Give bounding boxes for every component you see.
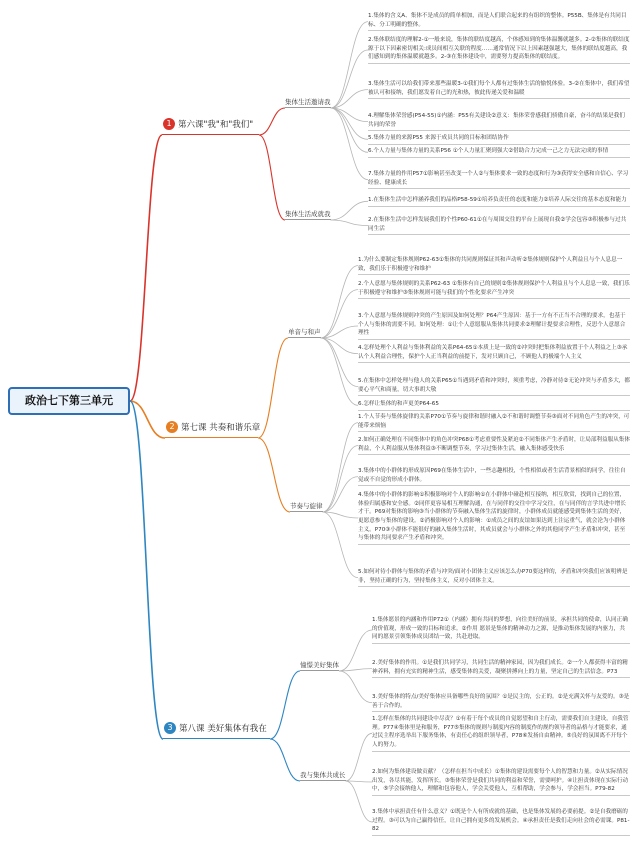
leaf-1-1-7: 7.集体力量的作用P57①影响甚至改变一个人②与集体要求一致的态度和行为③获得安全感和自信心、学习经验、健康成长 [368, 170, 630, 189]
connector [270, 739, 300, 781]
connector [346, 781, 373, 822]
connector [346, 733, 373, 781]
chapter-3-node[interactable] [163, 720, 270, 739]
leaf-2-1-2: 2.个人意愿与集体规则的关系P62-63 ①集体有自己的规则②集体规则保护个人利益且与个人息息一致，我们乐于积极遵守和维护③集体规则可能与我们的个性化要求产生冲突 [358, 280, 630, 299]
connector [331, 220, 369, 226]
connector [130, 135, 162, 401]
root-node[interactable]: 政治七下第三单元 [8, 387, 130, 415]
connector [323, 477, 359, 512]
connector [331, 108, 369, 180]
connector [270, 671, 300, 739]
connector [323, 512, 359, 518]
chapter-1-node[interactable] [162, 116, 259, 135]
leaf-2-1-3: 3.个人意愿与集体规则冲突的产生原因及如何处理？P64产生原因：基于一方有不正当不合理的要求，也基于个人与集体的需要不同。如何处理：①让个人意愿服从集体共同要求②理解计提要求合理性，反思个人意愿合理性 [358, 312, 630, 340]
leaf-1-2-2: 2.在集体生活中怎样发展我们的个性P60-61①在与周围交往的平台上展现自我②学会包容③积极参与过共同生活 [368, 216, 630, 235]
connector [321, 290, 359, 338]
connector [331, 201, 369, 220]
connector [130, 401, 165, 438]
leaf-2-2-3: 3.集体中的小群体的形成原因P69在集体生活中，一些志趣相投，个性相似或者生活背景相似的同学，往往自觉或不自觉的形成小群体。 [358, 467, 630, 486]
leaf-2-1-4: 4.怎样处理个人利益与集体利益的关系P64-65①本质上是一致的②冲突时把集体利益放置于个人利益之上③承认个人利益合理性，保护个人正当利益的前提下，发对只顾自己，不顾他人的极端个人主义 [358, 344, 630, 363]
leaf-1-2-1: 1.在集体生活中怎样涵养我们的品格P58-59①培养负责任的态度和能力②培养人际交往的基本态度和能力 [368, 196, 630, 207]
leaf-2-1-6: 6.怎样让集体的和声更美P64-65 [358, 400, 630, 411]
connector [323, 446, 359, 512]
leaf-3-1-3: 3.美好集体的特点/美好集体应具备哪些良好的氛围？①是民主的，公正的。②是充满关怀与友爱的。③是善于合作的。 [372, 693, 630, 712]
leaf-2-1-1: 1.为什么要制定集体规则P62-63①集体的共同规则保证其和声动听②集体规则保护个人利益且与个人息息一致，我们乐于积极遵守和维护 [358, 256, 630, 275]
chapter-3-title: 第八课 美好集体有我在 [179, 724, 267, 734]
connector [331, 22, 369, 108]
chapter-2-title: 第七课 共奏和谐乐章 [181, 423, 261, 433]
leaf-1-1-6: 6.个人力量与集体力量的关系P56 ①个人力量汇聚到强大②借助合力完成一己之力无法完成的事情 [368, 147, 630, 158]
leaf-2-2-5: 5.如何对待小群体与集体的矛盾与冲突/面对小团体主义应该怎么办P70要这样的，矛盾和冲突我们应该明辨是非，坚持正确的行为，坚持集体主义，反对小团体主义。 [358, 568, 630, 587]
leaf-1-1-2: 2.集体联结度的理解2-①一般来说，集体的联结度越高，个体感知到的集体温馨就越多。2-②集体的联结度源于以下因素密切相关:成员间相互关联的程度……通常情况下以上因素越强越大，集体的联结度越高，我们感知到的集体温暖就越多。2-③在集体建设中，需要努力提高集体的联结度。 [368, 36, 630, 64]
topic-3-1[interactable]: 憧憬美好集体 [300, 661, 339, 669]
chapter-2-node[interactable] [165, 419, 261, 438]
leaf-1-1-5: 5.集体力量的来源P55 来源于成员共同的目标和团结协作 [368, 134, 630, 145]
leaf-2-2-2: 2.如何正确处理在不同集体中的角色冲突P68①考虑重要性及紧迫②不同集体产生矛盾时，让局部利益服从集体利益，个人利益服从集体利益③不断调整节奏，学习过集体生活，融入集体感受快乐 [358, 436, 630, 455]
topic-1-1[interactable]: 集体生活邀请我 [285, 98, 331, 106]
leaf-3-2-3: 3.集体中承担责任有什么意义？①既是个人有所成就的基础，也是集体发展的必要前提。②是自我磨砺的过程。③可以为自己赢得信任，让自己拥有更多的发展机会。④承担责任是我们走向社会的必需课。P81-82 [372, 808, 630, 836]
leaf-1-1-3: 3.集体生活可以给我们带来那些温暖3-①我们每个人都有过集体生活的愉悦体验。3-②在集体中，我们希望被认可和接纳，我们愿发着自己的光和热，彼此传递关爱和温暖 [368, 80, 630, 99]
chapter-1-badge: 1 [163, 118, 175, 130]
chapter-3-badge: 3 [164, 722, 176, 734]
leaf-3-1-2: 2.美好集体的作用。①是我们共同学习，共同生活的精神家园，因为我们成长。②一个人都获得丰富的精神养料，拥有充实的精神生活，感受集体的关爱，凝聚拼搏向上的力量，坚定自己的生活信念。P73 [372, 659, 630, 678]
connector [323, 423, 359, 512]
connector [346, 781, 373, 782]
chapter-1-title: 第六课"我"和"我们" [178, 120, 254, 130]
connector [259, 135, 285, 220]
connector [339, 671, 372, 703]
topic-2-1[interactable]: 单音与和声 [288, 328, 321, 336]
leaf-2-2-4: 4.集体中的小群体的影响①积极影响对个人的影响①在小群体中碰赴相互接纳，相互欣赏，找到自己的位置，体验归属感和安全感。②同伴更容易相互理解沟通，在与同伴的交往中学习交往，在与同伴的言学共进中增长才干。P69对集体的影响③当小群体的节奏融入集体生活的旋律时，小群体成员就能感受到集体生活的美好，更愿意参与集体的建设。②消极影响对个人的影响：①成员之间的友谊如果达到上注运重气，就会沦为小群体主义。P70③小群体不能很好的融入集体生活时，其成员就会与小群体之外的其他同学产生矛盾和冲突，甚至与集体的共同要求产生矛盾和冲突。 [358, 491, 630, 545]
connector [321, 338, 359, 387]
connector [323, 512, 359, 578]
topic-3-2[interactable]: 我与集体共成长 [300, 771, 346, 779]
leaf-1-1-1: 1.集体的含义A、集体不是成员的简单相加，而是人们联合起来的有组织的整体。P55B、集体是有共同目标、分工明确的整体。 [368, 12, 630, 31]
connector [258, 438, 290, 512]
connector [331, 108, 369, 139]
leaf-3-2-2: 2.如何为集体建设做贡献？（怎样在担当中成长）①集体的建设需要每个人的智慧和力量。②从实际情况出发，各尽其能，发挥所长。③集体荣誉是我们共同的利益和荣誉，需要呵护。④让担责体现在实际行动中，⑤学会接纳他人，理解和包容他人，学会关爱他人，互相帮助，学会参与，学会担当。P79-82 [372, 768, 630, 796]
connector [259, 108, 285, 135]
chapter-2-badge: 2 [166, 421, 178, 433]
leaf-3-1-1: 1.集体愿景的内涵和作用P72①（内涵）拥有共同的梦想，向往美好的前景，承担共同的使命，认同正确的价值观，形成一致的目标和追求。②作用 愿景是集体的精神动力之源，是推动集体发展的内驱力，共同的愿景引领集体成员团结一致，共赴进取。 [372, 616, 630, 644]
leaf-3-2-1: 1.怎样在集体的共同建设中尽责？①有着于每个成员的自觉愿望和自主行动，需要我们自主建设，自我管理。P77④集体里是和服务，P77⑤集体的规则与制度内容的制度作的规约领导者的品格与才能要求，通过民主程序选举出下服务集体，有责任心的组织领导者，P78⑥发扬自由精神。⑤良好的氛围离不开每个人的努力。 [372, 715, 630, 752]
connector [321, 338, 359, 405]
connector [258, 338, 288, 438]
leaf-2-1-5: 5.在集体中怎样处理与他人的关系P65①当遇到矛盾和冲突时，须重考虑，冷静对待②无论冲突与矛盾多大，都要心平气和商量，切大事胡大敬 [358, 377, 630, 396]
leaf-1-1-4: 4.理解集体荣誉感(P54-55)①内涵：P55有关建设②意义：集体荣誉感我们骄傲自豪，奋斗的结果是我们共同的荣誉 [368, 112, 630, 131]
connector [321, 266, 359, 338]
connector [339, 630, 372, 671]
connector [130, 401, 163, 739]
topic-2-2[interactable]: 节奏与旋律 [290, 502, 323, 510]
topic-1-2[interactable]: 集体生活成就我 [285, 210, 331, 218]
leaf-2-2-1: 1.个人节奏与集体旋律的关系P70①节奏与旋律和谐时融入②不和谐时调整节奏③面对不同角色产生的冲突，可能带来烦恼 [358, 413, 630, 432]
